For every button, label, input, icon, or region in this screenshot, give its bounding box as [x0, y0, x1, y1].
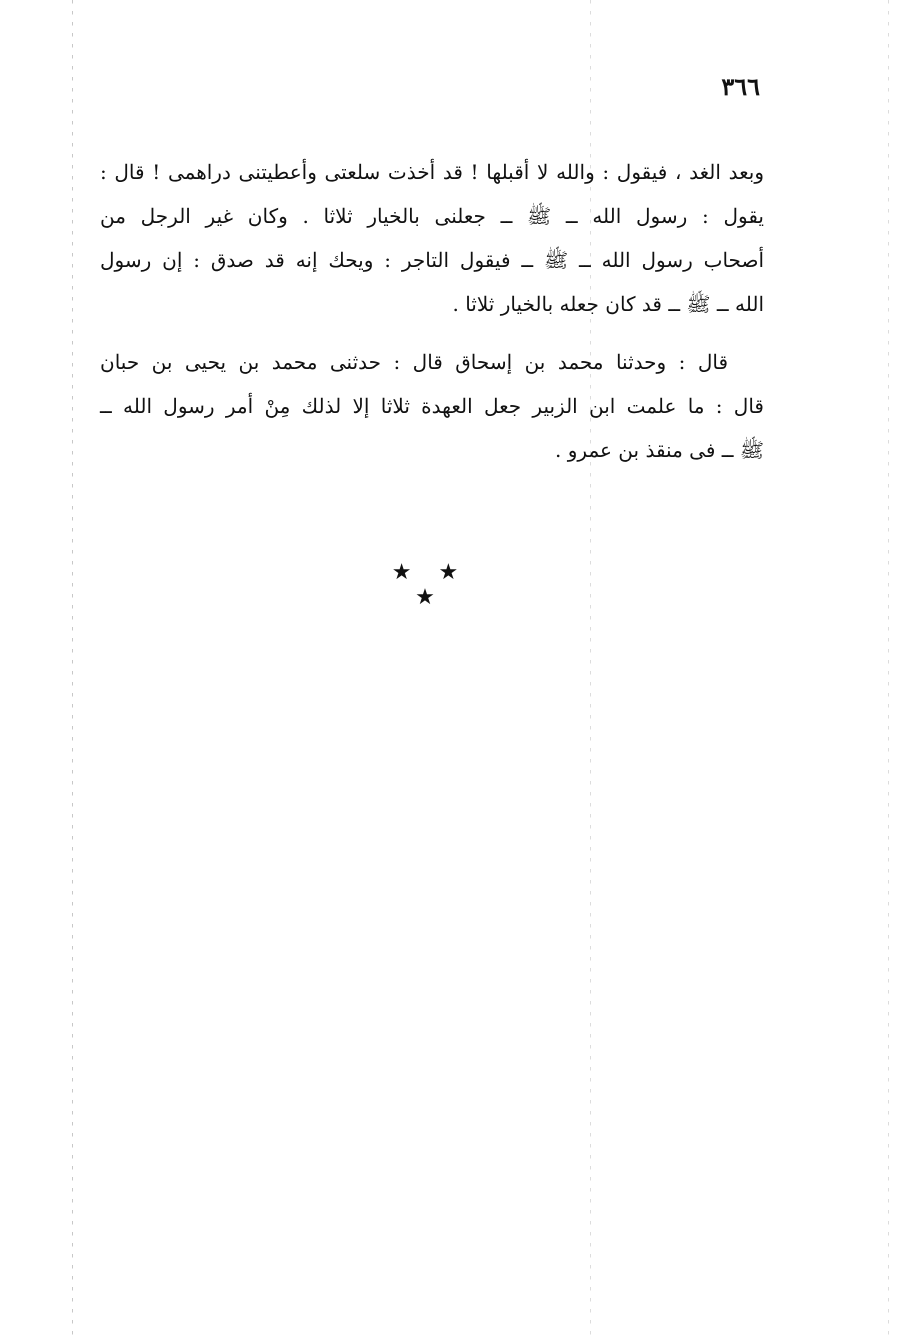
- paragraph-1: [100, 150, 764, 326]
- paragraph-2: [100, 340, 764, 472]
- paragraph-line: الله ــ ﷺ ــ قد كان جعله بالخيار ثلاثا .: [452, 292, 764, 316]
- scan-artifact-left: [72, 0, 73, 1336]
- paragraph-line: أصحاب رسول الله ــ ﷺ ــ فيقول التاجر : ويحك إنه قد صدق : إن رسول: [100, 248, 764, 272]
- paragraph-line: يقول : رسول الله ــ ﷺ ــ جعلنى بالخيار ثلاثا . وكان غير الرجل من: [100, 204, 764, 228]
- paragraph-line: ﷺ ــ فى منقذ بن عمرو .: [555, 438, 764, 462]
- paragraph-line: قال : ما علمت ابن الزبير جعل العهدة ثلاثا إلا لذلك مِنْ أمر رسول الله ــ: [100, 394, 764, 418]
- section-separator: ★ ★ ★: [391, 560, 469, 610]
- page-number: ٣٦٦: [721, 72, 760, 101]
- paragraph-line: قال : وحدثنا محمد بن إسحاق قال : حدثنى محمد بن يحيى بن حبان: [100, 350, 728, 374]
- paragraph-line: وبعد الغد ، فيقول : والله لا أقبلها ! قد أخذت سلعتى وأعطيتنى دراهمى ! قال :: [100, 160, 764, 184]
- scan-artifact-right: [888, 0, 889, 1336]
